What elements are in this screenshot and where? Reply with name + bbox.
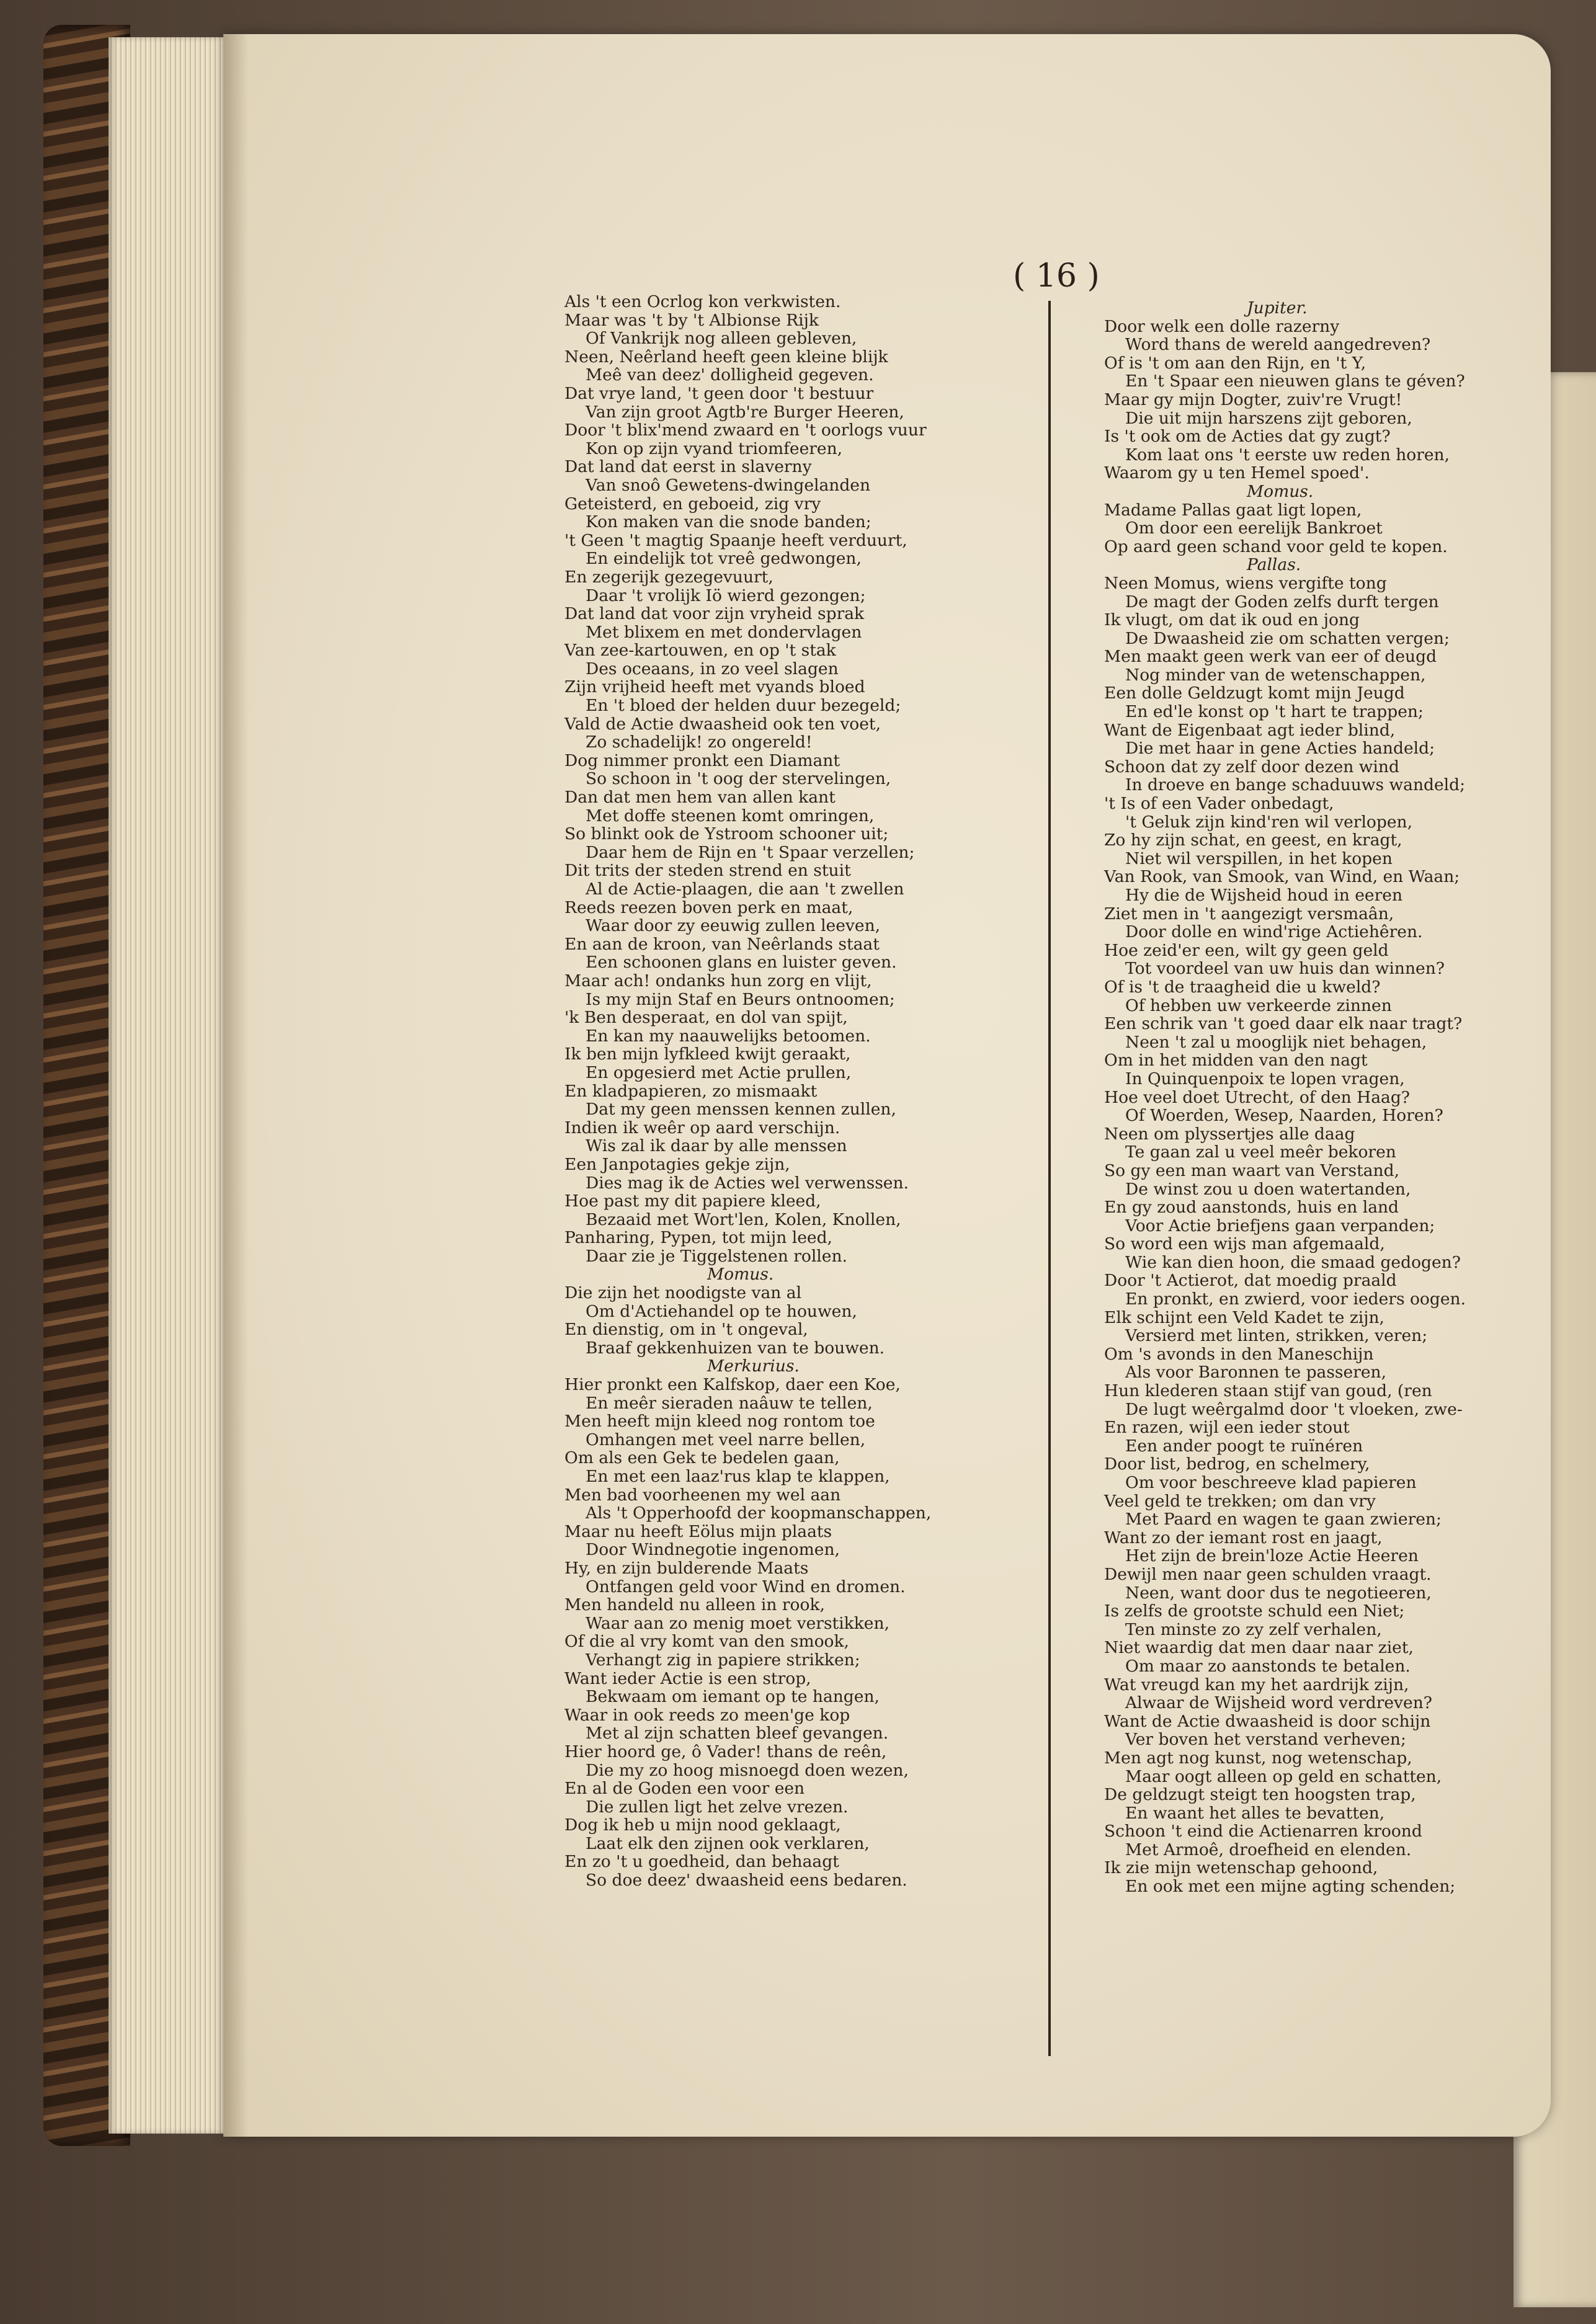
verse-line: Panharing, Pypen, tot mijn leed, (564, 1228, 832, 1248)
verse-line: En eindelijk tot vreê gedwongen, (586, 549, 862, 569)
page-edges (109, 37, 233, 2134)
verse-line: Van zee-kartouwen, en op 't stak (564, 641, 836, 661)
verse-line: Wie kan dien hoon, die smaad gedogen? (1125, 1252, 1461, 1272)
verse-line: En opgesierd met Actie prullen, (586, 1062, 852, 1082)
verse-line: Daar 't vrolijk Iö wierd gezongen; (586, 585, 866, 605)
verse-line: Hy, en zijn bulderende Maats (564, 1558, 809, 1578)
verse-line: Hoe zeid'er een, wilt gy geen geld (1104, 940, 1389, 960)
verse-line: Die met haar in gene Acties handeld; (1125, 739, 1435, 759)
verse-line: Men bad voorheenen my wel aan (564, 1485, 841, 1505)
verse-line: Ik ben mijn lyfkleed kwijt geraakt, (564, 1044, 851, 1064)
verse-line: Neen, Neêrland heeft geen kleine blijk (564, 347, 888, 367)
verse-line: Dan dat men hem van allen kant (564, 788, 836, 808)
speaker-name: Pallas. (1247, 555, 1301, 575)
verse-line: Om 's avonds in den Maneschijn (1104, 1344, 1374, 1364)
verse-line: De lugt weêrgalmd door 't vloeken, zwe- (1125, 1399, 1463, 1419)
verse-line: Word thans de wereld aangedreven? (1125, 335, 1431, 355)
verse-line: Want de Eigenbaat agt ieder blind, (1104, 720, 1396, 740)
verse-line: Men handeld nu alleen in rook, (564, 1595, 825, 1615)
verse-line: Hoe past my dit papiere kleed, (564, 1191, 821, 1211)
verse-line: Al de Actie-plaagen, die aan 't zwellen (586, 879, 904, 899)
verse-line: Wat vreugd kan my het aardrijk zijn, (1104, 1675, 1409, 1694)
verse-line: Om d'Actiehandel op te houwen, (586, 1301, 857, 1321)
verse-line: Een Janpotagies gekje zijn, (564, 1154, 790, 1174)
verse-line: En al de Goden een voor een (564, 1779, 805, 1799)
verse-line: Elk schijnt een Veld Kadet te zijn, (1104, 1307, 1384, 1327)
verse-line: Want zo der iemant rost en jaagt, (1104, 1528, 1383, 1547)
verse-line: Verhangt zig in papiere strikken; (586, 1650, 860, 1670)
verse-line: So gy een man waart van Verstand, (1104, 1160, 1400, 1180)
verse-line: Maar oogt alleen op geld en schatten, (1125, 1766, 1442, 1786)
verse-line: 't Geen 't magtig Spaanje heeft verduurt, (564, 530, 907, 550)
verse-line: Een dolle Geldzugt komt mijn Jeugd (1104, 683, 1405, 703)
verse-line: Veel geld te trekken; om dan vry (1104, 1491, 1376, 1511)
verse-line: Kon maken van die snode banden; (586, 512, 872, 532)
verse-line: Te gaan zal u veel meêr bekoren (1125, 1142, 1396, 1162)
verse-line: Is zelfs de grootste schuld een Niet; (1104, 1601, 1405, 1621)
verse-line: Dat land dat eerst in slaverny (564, 457, 812, 477)
verse-line: En met een laaz'rus klap te klappen, (586, 1467, 890, 1486)
verse-line: Van snoô Gewetens-dwingelanden (586, 475, 871, 495)
left-poem-column (564, 293, 931, 1890)
verse-line: En 't Spaar een nieuwen glans te géven? (1125, 372, 1465, 391)
verse-line: Is 't ook om de Acties dat gy zugt? (1104, 427, 1391, 447)
verse-line: Ontfangen geld voor Wind en dromen. (586, 1577, 906, 1596)
verse-line: Reeds reezen boven perk en maat, (564, 897, 854, 917)
verse-line: De geldzugt steigt ten hoogsten trap, (1104, 1785, 1416, 1805)
verse-line: Door 't blix'mend zwaard en 't oorlogs vuur (564, 421, 927, 440)
verse-line: Alwaar de Wijsheid word verdreven? (1125, 1693, 1432, 1713)
verse-line: En 't bloed der helden duur bezegeld; (586, 696, 901, 716)
verse-line: Schoon dat zy zelf door dezen wind (1104, 757, 1399, 777)
verse-line: Als voor Baronnen te passeren, (1125, 1363, 1387, 1382)
verse-line: En zegerijk gezegevuurt, (564, 567, 773, 587)
verse-line: Of hebben uw verkeerde zinnen (1125, 995, 1392, 1015)
verse-line: Vald de Actie dwaasheid ook ten voet, (564, 714, 881, 734)
verse-line: En dienstig, om in 't ongeval, (564, 1320, 808, 1340)
verse-line: En kladpapieren, zo mismaakt (564, 1081, 818, 1101)
verse-line: Daar hem de Rijn en 't Spaar verzellen; (586, 842, 915, 862)
verse-line: Het zijn de brein'loze Actie Heeren (1125, 1546, 1419, 1566)
verse-line: Ten minste zo zy zelf verhalen, (1125, 1619, 1382, 1639)
verse-line: Tot voordeel van uw huis dan winnen? (1125, 959, 1445, 979)
column-divider (1048, 301, 1051, 2056)
verse-line: Hun klederen staan stijf van goud, (ren (1104, 1381, 1432, 1401)
verse-line: Want de Actie dwaasheid is door schijn (1104, 1711, 1431, 1731)
verse-line: So doe deez' dwaasheid eens bedaren. (586, 1871, 907, 1890)
verse-line: En kan my naauwelijks betoomen. (586, 1026, 871, 1046)
verse-line: So word een wijs man afgemaald, (1104, 1234, 1385, 1254)
verse-line: Daar zie je Tiggelstenen rollen. (586, 1246, 847, 1266)
verse-line: Met al zijn schatten bleef gevangen. (586, 1724, 889, 1743)
verse-line: Van zijn groot Agtb're Burger Heeren, (586, 402, 904, 422)
verse-line: Omhangen met veel narre bellen, (586, 1430, 866, 1449)
verse-line: Dit trits der steden strend en stuit (564, 861, 851, 881)
verse-line: Waar aan zo menig moet verstikken, (586, 1613, 889, 1633)
verse-line: Die my zo hoog misnoegd doen wezen, (586, 1760, 909, 1780)
verse-line: Dewijl men naar geen schulden vraagt. (1104, 1564, 1432, 1584)
verse-line: Madame Pallas gaat ligt lopen, (1104, 500, 1362, 520)
verse-line: Een schrik van 't goed daar elk naar tragt? (1104, 1014, 1463, 1034)
verse-line: Om maar zo aanstonds te betalen. (1125, 1656, 1411, 1676)
verse-line: Men maakt geen werk van eer of deugd (1104, 647, 1437, 667)
verse-line: En gy zoud aanstonds, huis en land (1104, 1198, 1399, 1218)
verse-line: En waant het alles te bevatten, (1125, 1803, 1385, 1823)
verse-line: Bekwaam om iemant op te hangen, (586, 1687, 880, 1707)
verse-line: Met doffe steenen komt omringen, (586, 806, 875, 826)
verse-line: Een ander poogt te ruïnéren (1125, 1436, 1363, 1456)
speaker-name: Momus. (1247, 481, 1314, 501)
verse-line: Zo hy zijn schat, en geest, en kragt, (1104, 830, 1402, 850)
verse-line: Dat land dat voor zijn vryheid sprak (564, 604, 865, 624)
verse-line: Met Paard en wagen te gaan zwieren; (1125, 1510, 1442, 1529)
verse-line: Op aard geen schand voor geld te kopen. (1104, 536, 1448, 556)
right-poem-column (1104, 299, 1466, 1896)
verse-line: Versierd met linten, strikken, veren; (1125, 1326, 1428, 1346)
verse-line: En zo 't u goedheid, dan behaagt (564, 1852, 839, 1872)
verse-line: De Dwaasheid zie om schatten vergen; (1125, 628, 1450, 648)
verse-line: Dat my geen menssen kennen zullen, (586, 1100, 896, 1120)
speaker-name: Merkurius. (707, 1356, 800, 1376)
verse-line: Om in het midden van den nagt (1104, 1051, 1368, 1071)
verse-line: Of Vankrijk nog alleen gebleven, (586, 329, 857, 349)
verse-line: Als 't een Ocrlog kon verkwisten. (564, 292, 841, 311)
verse-line: En pronkt, en zwierd, voor ieders oogen. (1125, 1289, 1466, 1309)
verse-line: Men heeft mijn kleed nog rontom toe (564, 1412, 875, 1431)
page-gutter (223, 34, 248, 2137)
verse-line: Dog ik heb u mijn nood geklaagt, (564, 1815, 841, 1835)
verse-line: Wis zal ik daar by alle menssen (586, 1136, 847, 1156)
verse-line: De magt der Goden zelfs durft tergen (1125, 592, 1439, 612)
verse-line: Door list, bedrog, en schelmery, (1104, 1454, 1370, 1474)
verse-line: Of is 't om aan den Rijn, en 't Y, (1104, 353, 1366, 373)
verse-line: Meê van deez' dolligheid gegeven. (586, 365, 874, 385)
verse-line: Niet wil verspillen, in het kopen (1125, 848, 1393, 868)
verse-line: Door dolle en wind'rige Actiehêren. (1125, 922, 1423, 942)
verse-line: Men agt nog kunst, nog wetenschap, (1104, 1748, 1412, 1768)
verse-line: En ed'le konst op 't hart te trappen; (1125, 702, 1424, 722)
verse-line: Met Armoê, droefheid en elenden. (1125, 1840, 1412, 1859)
verse-line: Maar was 't by 't Albionse Rijk (564, 310, 819, 330)
verse-line: Waarom gy u ten Hemel spoed'. (1104, 463, 1370, 483)
verse-line: Waar door zy eeuwig zullen leeven, (586, 916, 881, 936)
speaker-name: Jupiter. (1247, 298, 1308, 318)
verse-line: Niet waardig dat men daar naar ziet, (1104, 1638, 1414, 1658)
verse-line: Ik vlugt, om dat ik oud en jong (1104, 610, 1360, 630)
verse-line: Als 't Opperhoofd der koopmanschappen, (586, 1503, 932, 1523)
verse-line: Braaf gekkenhuizen van te bouwen. (586, 1338, 885, 1358)
verse-line: Door Windnegotie ingenomen, (586, 1540, 840, 1560)
verse-line: Ver boven het verstand verheven; (1125, 1730, 1406, 1750)
verse-line: Waar in ook reeds zo meen'ge kop (564, 1705, 850, 1725)
speaker-name: Momus. (707, 1265, 774, 1284)
verse-line: En meêr sieraden naâuw te tellen, (586, 1393, 873, 1413)
verse-line: En ook met een mijne agting schenden; (1125, 1877, 1456, 1897)
verse-line: Hier hoord ge, ô Vader! thans de reên, (564, 1742, 887, 1761)
verse-line: Kon op zijn vyand triomfeeren, (586, 439, 843, 458)
verse-line: 't Geluk zijn kind'ren wil verlopen, (1125, 812, 1413, 832)
verse-line: Door welk een dolle razerny (1104, 316, 1340, 336)
verse-line: Een schoonen glans en luister geven. (586, 953, 897, 973)
verse-line: Of die al vry komt van den smook, (564, 1632, 849, 1652)
verse-line: En aan de kroon, van Neêrlands staat (564, 934, 880, 954)
verse-line: Van Rook, van Smook, van Wind, en Waan; (1104, 867, 1460, 887)
verse-line: Is my mijn Staf en Beurs ontnoomen; (586, 989, 895, 1009)
verse-line: Maar ach! ondanks hun zorg en vlijt, (564, 971, 872, 991)
verse-line: In Quinquenpoix te lopen vragen, (1125, 1069, 1405, 1089)
verse-line: Neen 't zal u mooglijk niet behagen, (1125, 1032, 1427, 1052)
verse-line: Laat elk den zijnen ook verklaren, (586, 1833, 870, 1853)
verse-line: Zijn vrijheid heeft met vyands bloed (564, 677, 865, 697)
verse-line: Om als een Gek te bedelen gaan, (564, 1448, 840, 1468)
verse-line: Neen om plyssertjes alle daag (1104, 1124, 1355, 1144)
verse-line: Maar nu heeft Eölus mijn plaats (564, 1521, 832, 1541)
verse-line: Neen, want door dus te negotieeren, (1125, 1583, 1432, 1603)
verse-line: 'k Ben desperaat, en dol van spijt, (564, 1008, 848, 1028)
verse-line: Nog minder van de wetenschappen, (1125, 665, 1426, 685)
verse-line: Kom laat ons 't eerste uw reden horen, (1125, 445, 1450, 465)
verse-line: Of is 't de traagheid die u kweld? (1104, 977, 1381, 997)
verse-line: Met blixem en met dondervlagen (586, 622, 862, 642)
verse-line: Ik zie mijn wetenschap gehoond, (1104, 1858, 1378, 1878)
verse-line: Dies mag ik de Acties wel verwenssen. (586, 1173, 909, 1193)
verse-line: Zo schadelijk! zo ongereld! (586, 732, 813, 752)
verse-line: Om voor beschreeve klad papieren (1125, 1473, 1417, 1492)
verse-line: De winst zou u doen watertanden, (1125, 1179, 1411, 1199)
verse-line: Ziet men in 't aangezigt versmaân, (1104, 904, 1394, 924)
verse-line: Indien ik weêr op aard verschijn. (564, 1118, 840, 1138)
verse-line: Bezaaid met Wort'len, Kolen, Knollen, (586, 1209, 901, 1229)
verse-line: So schoon in 't oog der stervelingen, (586, 769, 891, 789)
verse-line: So blinkt ook de Ystroom schooner uit; (564, 824, 889, 844)
verse-line: Hoe veel doet Utrecht, of den Haag? (1104, 1087, 1411, 1107)
verse-line: Hy die de Wijsheid houd in eeren (1125, 886, 1403, 905)
verse-line: Of Woerden, Wesep, Naarden, Horen? (1125, 1106, 1443, 1126)
verse-line: Hier pronkt een Kalfskop, daer een Koe, (564, 1375, 901, 1395)
verse-line: Schoon 't eind die Actienarren kroond (1104, 1822, 1422, 1841)
verse-line: Die zullen ligt het zelve vrezen. (586, 1797, 849, 1817)
page-number: ( 16 ) (1013, 257, 1100, 295)
verse-line: Die zijn het noodigste van al (564, 1283, 802, 1303)
verse-line: Door 't Actierot, dat moedig praald (1104, 1271, 1397, 1291)
verse-line: En razen, wijl een ieder stout (1104, 1418, 1350, 1438)
verse-line: Dat vrye land, 't geen door 't bestuur (564, 383, 874, 403)
verse-line: Om door een eerelijk Bankroet (1125, 519, 1383, 538)
verse-line: Geteisterd, en geboeid, zig vry (564, 494, 821, 514)
verse-line: Die uit mijn harszens zijt geboren, (1125, 408, 1412, 428)
verse-line: Dog nimmer pronkt een Diamant (564, 750, 840, 770)
verse-line: Want ieder Actie is een strop, (564, 1668, 811, 1688)
verse-line: 't Is of een Vader onbedagt, (1104, 794, 1334, 814)
verse-line: Voor Actie briefjens gaan verpanden; (1125, 1216, 1435, 1235)
verse-line: Des oceaans, in zo veel slagen (586, 659, 839, 679)
verse-line: Maar gy mijn Dogter, zuiv're Vrugt! (1104, 390, 1402, 409)
verse-line: In droeve en bange schaduuws wandeld; (1125, 775, 1466, 795)
verse-line: Neen Momus, wiens vergifte tong (1104, 573, 1387, 593)
